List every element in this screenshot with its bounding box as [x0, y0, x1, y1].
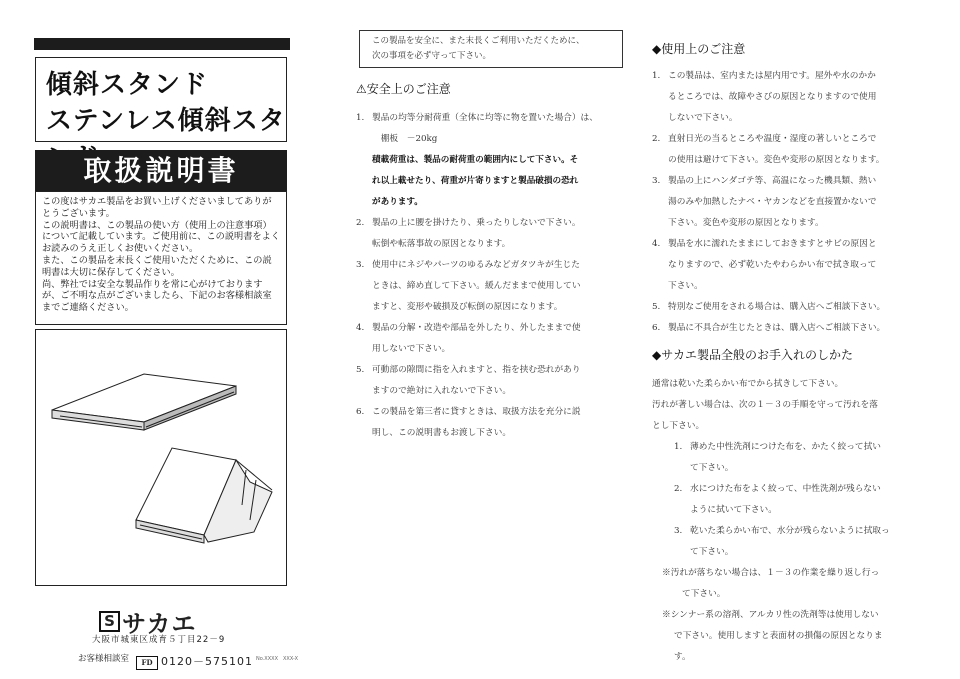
intro-paragraph: また、この製品を末長くご使用いただくために、この説明書は大切に保存してください。 — [42, 254, 272, 278]
safety-heading: ⚠安全上のご注意 — [356, 82, 451, 96]
list-item-row — [356, 360, 628, 381]
care-note: シンナー系の溶剤、アルカリ性の洗剤等は使用しない — [670, 610, 879, 620]
load-warning: があります。 — [372, 197, 423, 207]
intro-box — [35, 191, 287, 325]
list-item-row — [356, 318, 628, 339]
care-note: 汚れが落ちない場合は、１－３の作業を繰り返し行っ — [670, 568, 880, 578]
stand-illustration — [36, 330, 285, 584]
list-item-row — [356, 108, 628, 129]
list-item-cont: 湯のみや加熱したナベ・ヤカンなどを直接置かないで — [668, 197, 877, 207]
list-item-row — [356, 402, 628, 423]
notice-box — [359, 30, 623, 68]
list-item: 製品を水に濡れたままにしておきますとサビの原因と — [668, 239, 877, 249]
list-item-row — [652, 437, 932, 458]
list-item: 製品の分解・改造や部品を外したり、外したままで使 — [372, 323, 581, 333]
list-number: 4. — [652, 239, 661, 249]
care-heading: ◆サカエ製品全般のお手入れのしかた — [652, 348, 853, 362]
intro-paragraph: この度はサカエ製品をお買い上げくださいましてありがとうございます。 — [42, 196, 272, 219]
list-item-row — [652, 297, 932, 318]
care-step: 水につけた布をよく絞って、中性洗剤が残らない — [690, 484, 881, 494]
note-mark: ※ — [662, 610, 671, 620]
load-warning: れ以上載せたり、荷重が片寄りますと製品破損の恐れ — [372, 176, 579, 186]
list-item: 直射日光の当るところや温度・湿度の著しいところで — [668, 134, 877, 144]
load-warning: 積載荷重は、製品の耐荷重の範囲内にして下さい。そ — [372, 155, 579, 165]
list-number: 2. — [674, 484, 683, 494]
care-section — [652, 374, 932, 668]
product-title-line2: ステンレス傾斜スタ — [46, 106, 286, 136]
list-item-row — [652, 129, 932, 150]
care-note-cont: て下さい。 — [682, 589, 726, 599]
support-phone-number: 0120－575101 — [161, 655, 253, 668]
list-item: 製品の上に腰を掛けたり、乗ったりしないで下さい。 — [372, 218, 581, 228]
list-item: 製品の均等分耐荷重（全体に均等に物を置いた場合）は、 — [372, 113, 598, 123]
list-item-row — [356, 255, 628, 276]
list-item-row — [652, 66, 932, 87]
customer-support-label: お客様相談室 — [78, 654, 130, 664]
list-item-cont: の使用は避けて下さい。変色や変形の原因となります。 — [668, 155, 885, 165]
notice-line: この製品を安全に、また末長くご利用いただくために、 — [372, 36, 585, 46]
list-item-cont: ときは、締め直して下さい。緩んだままで使用してい — [372, 281, 581, 291]
list-item: 特別なご使用をされる場合は、購入店へご相談下さい。 — [668, 302, 886, 312]
list-number: 3. — [674, 526, 683, 536]
list-item-cont: 下さい。 — [668, 281, 703, 291]
list-number: 6. — [356, 407, 365, 417]
care-step: 乾いた柔らかい布で、水分が残らないように拭取っ — [690, 526, 890, 536]
list-item: 可動部の隙間に指を入れますと、指を挟む恐れがあり — [372, 365, 581, 375]
list-item-row — [652, 521, 932, 542]
product-title-line1: 傾斜スタンド — [46, 70, 209, 100]
list-number: 6. — [652, 323, 661, 333]
list-item-cont: 下さい。変色や変形の原因となります。 — [668, 218, 824, 228]
list-item: 使用中にネジやパーツのゆるみなどガタツキが生じた — [372, 260, 580, 270]
list-number: 4. — [356, 323, 365, 333]
list-item-cont: 用しないで下さい。 — [372, 344, 451, 354]
free-dial-icon: FD — [136, 650, 158, 670]
usage-heading: ◆使用上のご注意 — [652, 42, 746, 56]
list-item-cont: ますと、変形や破損及び転倒の原因になります。 — [372, 302, 563, 312]
top-black-bar — [34, 38, 290, 50]
document-code: No.XXXX XXX-X — [256, 656, 299, 662]
note-mark: ※ — [662, 568, 671, 578]
list-item: 製品に不具合が生じたときは、購入店へご相談下さい。 — [668, 323, 886, 333]
list-number: 1. — [674, 442, 683, 452]
list-item-row — [652, 605, 932, 626]
inclined-stand-drawing — [136, 448, 272, 543]
notice-line: 次の事項を必ず守って下さい。 — [372, 51, 492, 61]
list-item-cont: ますので絶対に入れないで下さい。 — [372, 386, 511, 396]
list-item-cont: なりますので、必ず乾いたやわらかい布で拭き取って — [668, 260, 877, 270]
care-note-cont: で下さい。使用しますと表面材の損傷の原因となりま — [674, 631, 883, 641]
list-item-cont: 棚板 －20kg — [372, 134, 438, 144]
list-number: 5. — [356, 365, 365, 375]
safety-list — [356, 108, 628, 444]
list-item-cont: 明し、この説明書もお渡し下さい。 — [372, 428, 511, 438]
list-item-cont: 転倒や転落事故の原因となります。 — [372, 239, 511, 249]
list-number: 5. — [652, 302, 661, 312]
list-number: 3. — [652, 176, 661, 186]
list-item: この製品は、室内または屋内用です。屋外や水のかか — [668, 71, 876, 81]
list-item: 製品の上にハンダゴテ等、高温になった機具類、熱い — [668, 176, 877, 186]
list-item-cont: るところでは、故障やさびの原因となりますので使用 — [668, 92, 877, 102]
usage-list — [652, 66, 932, 339]
list-item-row — [652, 479, 932, 500]
care-step-cont: て下さい。 — [690, 547, 734, 557]
list-number: 1. — [652, 71, 661, 81]
list-item: この製品を第三者に貸すときは、取扱方法を充分に説 — [372, 407, 581, 417]
list-item-row — [356, 213, 628, 234]
care-step-cont: て下さい。 — [690, 463, 734, 473]
care-text: とし下さい。 — [652, 421, 705, 431]
company-address: 大阪市城東区成育５丁目22－9 — [92, 635, 226, 645]
product-title-box — [35, 57, 287, 142]
list-item-row — [652, 563, 932, 584]
care-note-cont: す。 — [674, 652, 691, 662]
list-item-row — [652, 234, 932, 255]
list-number: 3. — [356, 260, 365, 270]
intro-paragraph: 尚、弊社では安全な製品作りを常に心がけておりますが、ご不明な点がございましたら、下記のお客様相談室までご連絡ください。 — [42, 278, 272, 314]
product-illustration-box — [35, 329, 287, 586]
sakae-logo-text: サカエ — [122, 610, 197, 638]
sakae-s-mark: S — [99, 611, 120, 632]
list-item-row — [652, 318, 932, 339]
list-item-row — [652, 171, 932, 192]
list-number: 1. — [356, 113, 365, 123]
list-item-cont: しないで下さい。 — [668, 113, 738, 123]
list-number: 2. — [652, 134, 661, 144]
care-text: 通常は乾いた柔らかい布でから拭きして下さい。 — [652, 379, 844, 389]
intro-paragraph: この説明書は、この製品の使い方（使用上の注意事項）について記載しています。ご使用前に、この説明書をよくお読みのうえ正しくお使いください。 — [42, 219, 280, 255]
care-step-cont: ように拭いて下さい。 — [690, 505, 777, 515]
flat-stand-drawing — [52, 374, 236, 430]
manual-title: 取扱説明書 — [35, 150, 287, 191]
care-step: 薄めた中性洗剤につけた布を、かたく絞って拭い — [690, 442, 881, 452]
care-text: 汚れが著しい場合は、次の１－３の手順を守って汚れを落 — [652, 400, 878, 410]
list-number: 2. — [356, 218, 365, 228]
